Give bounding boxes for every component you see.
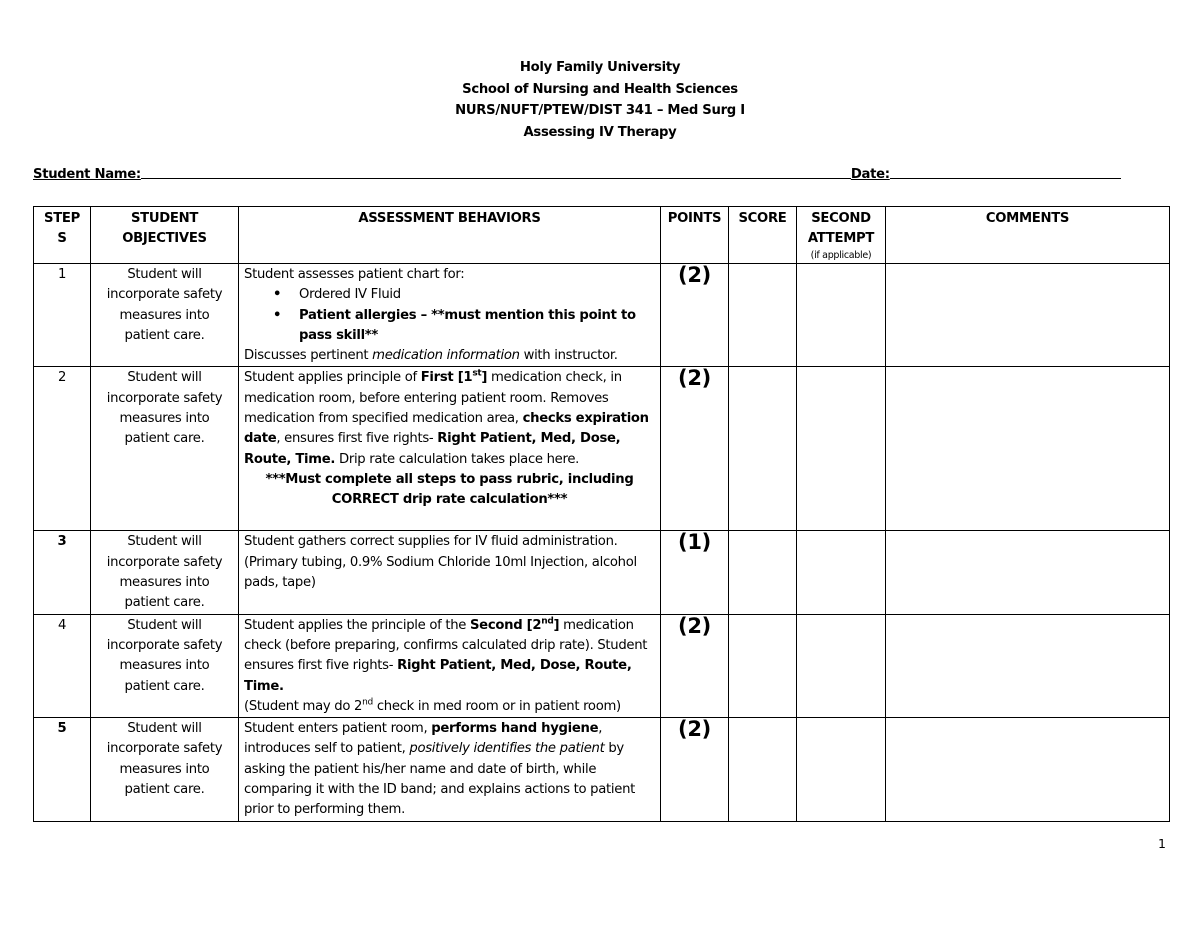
date-field[interactable]	[890, 165, 1121, 179]
step-number: 5	[34, 718, 91, 821]
second-attempt-cell[interactable]	[797, 264, 886, 367]
table-header-row	[34, 207, 1170, 264]
score-cell[interactable]	[729, 367, 797, 531]
second-attempt-cell[interactable]	[797, 718, 886, 821]
student-info-line	[33, 165, 1123, 182]
university-name: Holy Family University	[519, 60, 681, 75]
col-header-points: POINTS	[661, 207, 729, 264]
second-attempt-cell[interactable]	[797, 614, 886, 717]
table-row	[34, 718, 1170, 821]
points-value: (2)	[661, 367, 729, 531]
student-name-field[interactable]	[141, 165, 851, 179]
student-objective: Student will incorporate safety measures into patient care.	[91, 264, 239, 367]
col-header-second-attempt: SECOND ATTEMPT (if applicable)	[797, 207, 886, 264]
col-header-score: SCORE	[729, 207, 797, 264]
student-name-label: Student Name:	[33, 167, 141, 182]
rubric-title: Assessing IV Therapy	[523, 124, 677, 140]
col-header-step: STEP S	[34, 207, 91, 264]
step-number: 2	[34, 367, 91, 531]
table-row	[34, 367, 1170, 531]
score-cell[interactable]	[729, 531, 797, 614]
list-item: • Ordered IV Fluid	[299, 285, 655, 305]
student-objective: Student will incorporate safety measures into patient care.	[91, 614, 239, 717]
col-header-behaviors: ASSESSMENT BEHAVIORS	[239, 207, 661, 264]
table-row	[34, 264, 1170, 367]
second-attempt-cell[interactable]	[797, 367, 886, 531]
student-objective: Student will incorporate safety measures into patient care.	[91, 718, 239, 821]
points-value: (2)	[661, 264, 729, 367]
points-value: (1)	[661, 531, 729, 614]
comments-cell[interactable]	[886, 718, 1170, 821]
step-number: 3	[34, 531, 91, 614]
course-title: NURS/NUFT/PTEW/DIST 341 – Med Surg I	[455, 103, 745, 118]
comments-cell[interactable]	[886, 264, 1170, 367]
comments-cell[interactable]	[886, 531, 1170, 614]
pass-requirement-note: ***Must complete all steps to pass rubric, including CORRECT drip rate calculation***	[265, 471, 634, 508]
document-header	[0, 57, 1200, 143]
assessment-behavior: Student applies the principle of the Second [2nd] medication check (before preparing, confirms calculated drip rate). Student ensures first five rights- Right Patient, Med, Dose, Route, Time. (Student may do 2nd check in med room or in patient room)	[239, 614, 661, 717]
score-cell[interactable]	[729, 264, 797, 367]
score-cell[interactable]	[729, 614, 797, 717]
assessment-behavior: Student assesses patient chart for: • Ordered IV Fluid • Patient allergies – **must mention this point to pass skill** Discusses pertinent medication information with instructor.	[239, 264, 661, 367]
comments-cell[interactable]	[886, 367, 1170, 531]
rubric-table	[33, 206, 1170, 822]
step-number: 4	[34, 614, 91, 717]
assessment-behavior: Student applies principle of First [1st] medication check, in medication room, before entering patient room. Removes medication from specified medication area, checks expiration date, ensures first five rights- Right Patient, Med, Dose, Route, Time. Drip rate calculation takes place here. ***Must complete all steps to pass rubric, including CORRECT drip rate calculation***	[239, 367, 661, 531]
table-row	[34, 614, 1170, 717]
page-number: 1	[1158, 836, 1166, 851]
step-number: 1	[34, 264, 91, 367]
score-cell[interactable]	[729, 718, 797, 821]
comments-cell[interactable]	[886, 614, 1170, 717]
student-objective: Student will incorporate safety measures into patient care.	[91, 367, 239, 531]
table-row	[34, 531, 1170, 614]
assessment-behavior: Student enters patient room, performs hand hygiene, introduces self to patient, positively identifies the patient by asking the patient his/her name and date of birth, while comparing it with the ID band; and explains actions to patient prior to performing them.	[239, 718, 661, 821]
second-attempt-cell[interactable]	[797, 531, 886, 614]
list-item: • Patient allergies – **must mention this point to pass skill**	[299, 306, 655, 347]
col-header-objectives: STUDENT OBJECTIVES	[91, 207, 239, 264]
col-header-comments: COMMENTS	[886, 207, 1170, 264]
date-label: Date:	[850, 167, 890, 182]
points-value: (2)	[661, 718, 729, 821]
student-objective: Student will incorporate safety measures into patient care.	[91, 531, 239, 614]
points-value: (2)	[661, 614, 729, 717]
assessment-behavior: Student gathers correct supplies for IV fluid administration. (Primary tubing, 0.9% Sodium Chloride 10ml Injection, alcohol pads, tape)	[239, 531, 661, 614]
school-name: School of Nursing and Health Sciences	[462, 81, 738, 97]
